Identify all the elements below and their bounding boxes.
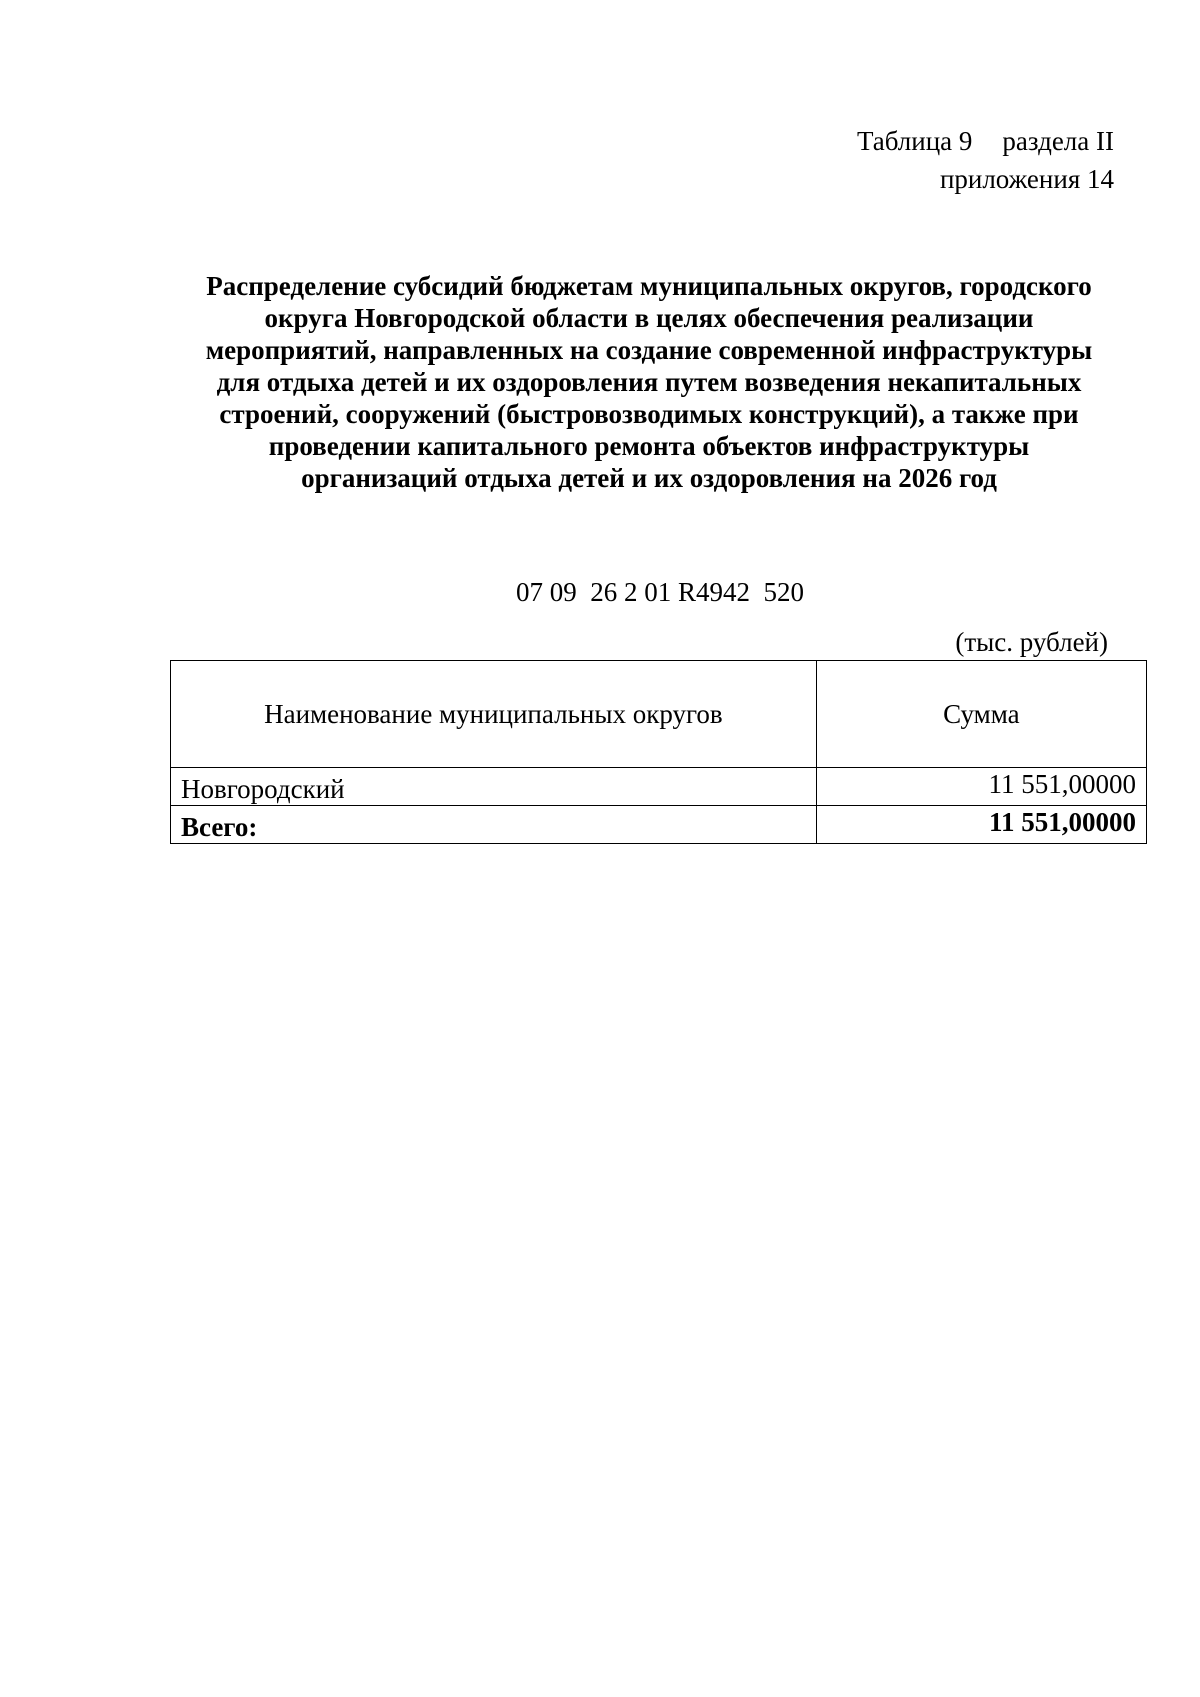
title-line: проведении капитального ремонта объектов инфраструктуры xyxy=(268,431,1030,461)
distribution-table xyxy=(170,660,1147,844)
budget-classification-code: 07 09 26 2 01 R4942 520 xyxy=(515,577,804,607)
title-line: организаций отдыха детей и их оздоровления на 2026 год xyxy=(301,463,997,493)
document-title xyxy=(170,270,1128,494)
column-header-sum: Сумма xyxy=(816,661,1146,768)
title-line: для отдыха детей и их оздоровления путем возведения некапитальных xyxy=(216,367,1082,397)
title-line: строений, сооружений (быстровозводимых конструкций), а также при xyxy=(219,399,1079,429)
table-reference xyxy=(857,122,1114,198)
table-row xyxy=(171,768,1147,806)
table-header-row xyxy=(171,661,1147,768)
units-label: (тыс. рублей) xyxy=(955,627,1108,657)
column-header-name: Наименование муниципальных округов xyxy=(171,661,817,768)
appendix-number: приложения 14 xyxy=(939,164,1114,194)
table-section-line xyxy=(857,122,1114,160)
district-sum-cell: 11 551,00000 xyxy=(816,768,1146,806)
total-row xyxy=(171,806,1147,844)
title-line: мероприятий, направленных на создание современной инфраструктуры xyxy=(205,335,1093,365)
table-number: Таблица 9 xyxy=(856,126,973,156)
total-sum-cell: 11 551,00000 xyxy=(816,806,1146,844)
section-number: раздела II xyxy=(1002,126,1114,156)
title-line: Распределение субсидий бюджетам муниципальных округов, городского xyxy=(206,271,1092,301)
district-name-cell: Новгородский xyxy=(171,768,817,806)
total-label-cell: Всего: xyxy=(171,806,817,844)
title-line: округа Новгородской области в целях обеспечения реализации xyxy=(264,303,1034,333)
